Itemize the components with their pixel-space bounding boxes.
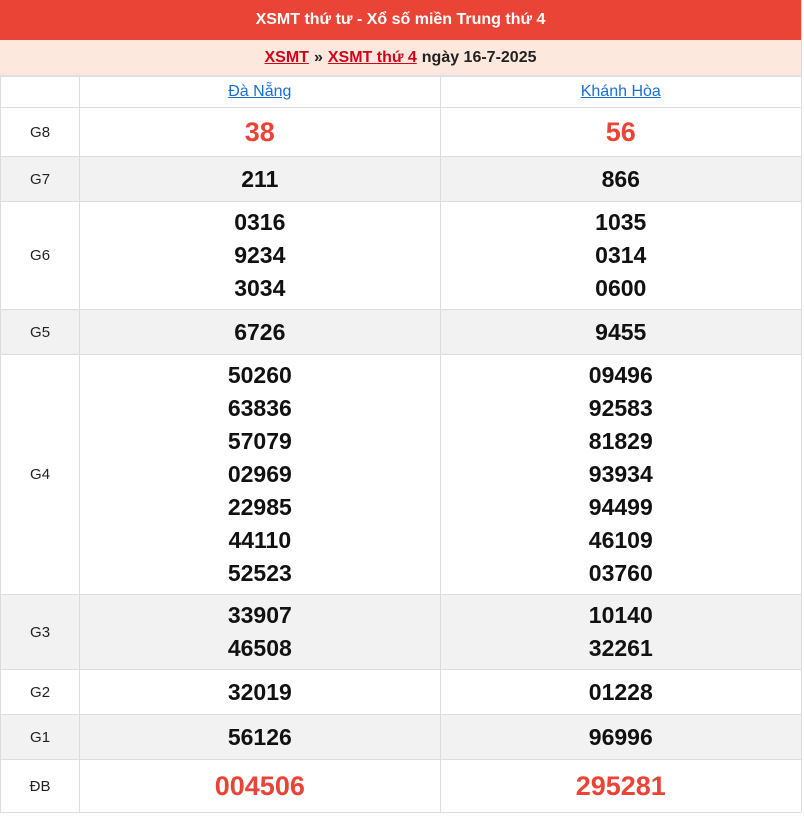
prize-number: 22985 [227,494,292,520]
prize-number: 01228 [588,678,653,705]
prize-number: 92583 [588,395,653,421]
breadcrumb [0,40,801,76]
prize-cell [80,760,440,813]
prize-cell [80,715,440,760]
prize-number: 56 [605,116,636,147]
prize-number: 57079 [227,428,292,454]
prize-number: 50260 [227,362,292,388]
prize-number: 03760 [588,560,653,586]
prize-label: G2 [1,670,80,715]
prize-number: 56126 [227,723,292,750]
prize-number: 81829 [588,428,653,454]
prize-row [1,595,802,670]
prize-cell [440,355,801,595]
prize-row [1,108,802,157]
prize-cell [80,310,440,355]
prize-number: 02969 [227,461,292,487]
prize-number: 295281 [575,770,666,801]
prize-number: 46508 [227,635,292,661]
breadcrumb-separator: » [313,48,323,66]
prize-number: 0316 [234,209,286,235]
prize-cell [440,157,801,202]
prize-label: G3 [1,595,80,670]
prize-cell [80,355,440,595]
prize-number: 0600 [595,275,647,301]
prize-label: G5 [1,310,80,355]
prize-cell [80,670,440,715]
prize-number: 9234 [234,242,286,268]
prize-number: 1035 [595,209,647,235]
prize-number: 44110 [228,527,292,553]
prize-row [1,715,802,760]
prize-cell [440,595,801,670]
prize-cell [440,715,801,760]
prize-number: 96996 [588,723,653,750]
prize-number: 6726 [234,318,286,345]
province-link-khanh-hoa[interactable]: Khánh Hòa [580,83,661,100]
prize-cell [440,108,801,157]
prize-cell [80,108,440,157]
prize-number: 004506 [214,770,305,801]
prize-cell [80,202,440,310]
breadcrumb-date: ngày 16-7-2025 [421,48,537,66]
prize-number: 38 [244,116,275,147]
prize-label: G8 [1,108,80,157]
province-header-row [1,77,802,108]
prize-row [1,202,802,310]
prize-cell [440,310,801,355]
breadcrumb-link-xsmt[interactable]: XSMT [264,48,309,66]
prize-number: 46109 [588,527,653,553]
prize-number: 93934 [588,461,653,487]
prize-number: 211 [241,165,279,192]
prize-number: 52523 [227,560,292,586]
prize-row [1,760,802,813]
prize-cell [440,202,801,310]
prize-cell [80,157,440,202]
prize-cell [440,670,801,715]
page-title: XSMT thứ tư - Xổ số miền Trung thứ 4 [0,0,801,40]
prize-row [1,355,802,595]
prize-number: 94499 [588,494,653,520]
prize-row [1,670,802,715]
prize-cell [440,760,801,813]
prize-label: ĐB [1,760,80,813]
prize-number: 32261 [588,635,653,661]
prize-number: 32019 [227,678,292,705]
prize-number: 63836 [227,395,292,421]
prize-number: 10140 [588,602,653,628]
prize-number: 33907 [227,602,292,628]
prize-cell [80,595,440,670]
province-cell [440,77,801,108]
prize-label: G1 [1,715,80,760]
prize-row [1,310,802,355]
prize-label: G4 [1,355,80,595]
breadcrumb-link-xsmt-thu-4[interactable]: XSMT thứ 4 [327,48,417,66]
prize-row [1,157,802,202]
prize-number: 866 [601,165,640,192]
header-empty-cell [1,77,80,108]
prize-number: 9455 [595,318,647,345]
province-link-da-nang[interactable]: Đà Nẵng [228,83,292,100]
prize-number: 09496 [588,362,653,388]
prize-number: 0314 [595,242,647,268]
prize-label: G6 [1,202,80,310]
province-cell [80,77,440,108]
prize-label: G7 [1,157,80,202]
results-table [0,76,802,813]
prize-number: 3034 [234,275,286,301]
